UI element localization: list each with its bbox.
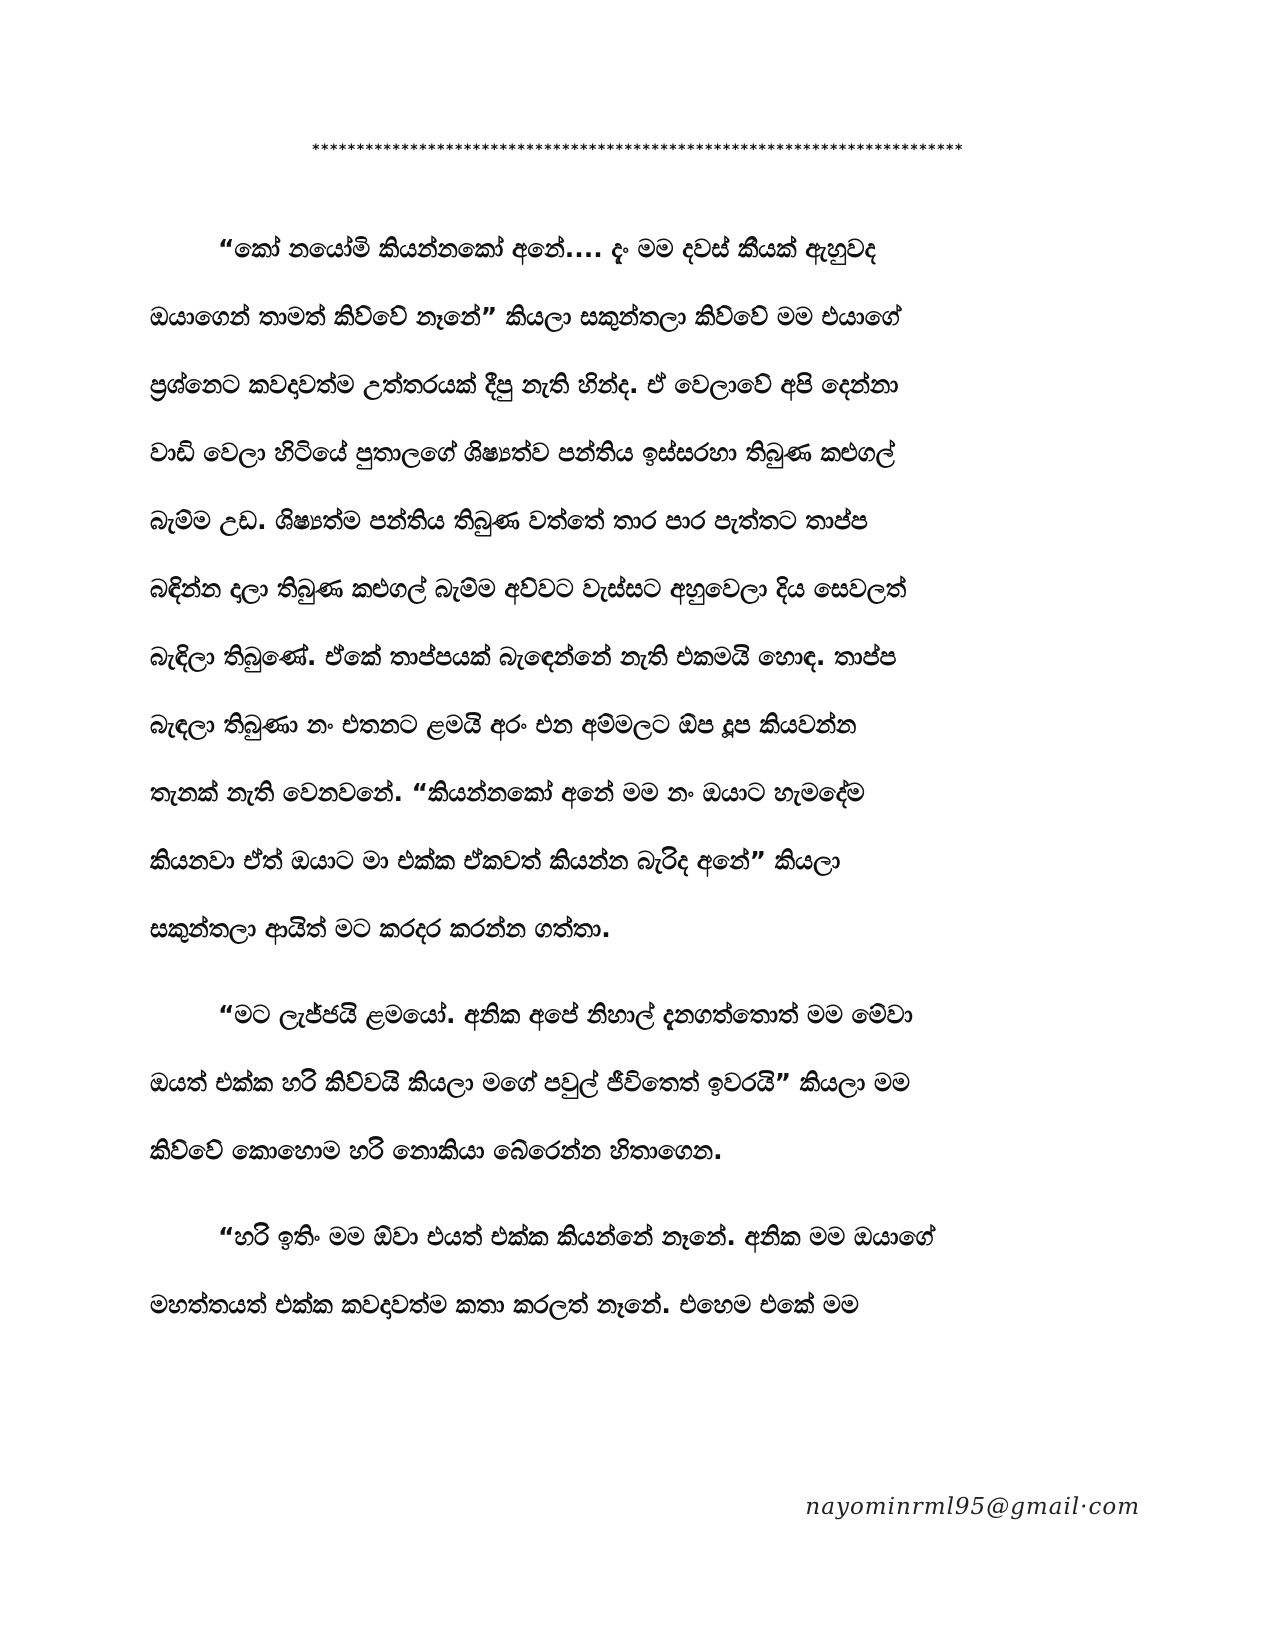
paragraph-1-line-1: “කෝ නයෝමි කියන්නකෝ අනේ.... දැං මම දවස් කීයක් ඇහුවද (218, 234, 876, 263)
paragraph-3-line-1: “හරි ඉතිං මම ඕවා එයත් එක්ක කියන්නේ නෑනේ. අනික මම ඔයාගේ (218, 1222, 934, 1251)
separator-asterisks: ************************************************************************* (311, 142, 964, 158)
paragraph-1-line-11: සකුන්තලා ආයිත් මට කරදර කරන්න ගත්තා. (150, 914, 611, 943)
paragraph-2-line-3: කිව්වේ කොහොම හරි නොකියා බේරෙන්න හිතාගෙන. (150, 1136, 723, 1165)
paragraph-1-line-8: බැඳලා තිබුණා නං එතනට ළමයි අරං එන අම්මලට ඕප දූප කියවන්න (150, 710, 857, 739)
paragraph-1-line-9: තැනක් නැති වෙනවනේ. “කියන්නකෝ අනේ මම නං ඔයාට හැමදේම (150, 778, 865, 807)
paragraph-1-line-3: ප්‍රශ්නෙට කවදාවත්ම උත්තරයක් දීපු නැති හින්ද. ඒ වෙලාවේ අපි දෙන්නා (150, 370, 899, 399)
paragraph-1-line-10: කියනවා ඒත් ඔයාට මා එක්ක ඒකවත් කියන්න බැරිද අනේ” කියලා (150, 846, 841, 875)
paragraph-1-line-7: බැඳිලා තිබුණේ. ඒකේ තාප්පයක් බැඳෙන්නේ නැති එකමයි හොඳ. තාප්ප (150, 642, 897, 671)
paragraph-2-line-2: ඔයත් එක්ක හරි කිව්වයි කියලා මගේ පවුල් ජීවිතෙත් ඉවරයි” කියලා මම (150, 1068, 910, 1097)
paragraph-2-line-1: “මට ලැජ්ජයි ළමයෝ. අනික අපේ නිහාල් දැනගත්තොත් මම මේවා (218, 1000, 913, 1029)
paragraph-1-line-6: බඳින්න දාලා තිබුණ කළුගල් බැම්ම අව්වට වැස්සට අහුවෙලා දිය සෙවලත් (150, 574, 907, 603)
paragraph-3-line-2: මහත්තයත් එක්ක කවදාවත්ම කතා කරලත් නෑනේ. එහෙම එකේ මම (150, 1290, 859, 1319)
paragraph-1-line-4: වාඩි වෙලා හිටියේ පුතාලගේ ශිෂ්‍යත්ව පන්තිය ඉස්සරහා තිබුණ කළුගල් (150, 438, 895, 467)
footer-email: nayominrml95@gmail·com (805, 1494, 1140, 1520)
paragraph-1-line-5: බැම්ම උඩ. ශිෂ්‍යත්ම පන්තිය තිබුණ වත්තේ තාර පාර පැත්තට තාප්ප (150, 506, 868, 535)
paragraph-1-line-2: ඔයාගෙන් තාමත් කිව්වේ නෑනේ” කියලා සකුන්තලා කිව්වේ මම එයාගේ (150, 302, 900, 331)
